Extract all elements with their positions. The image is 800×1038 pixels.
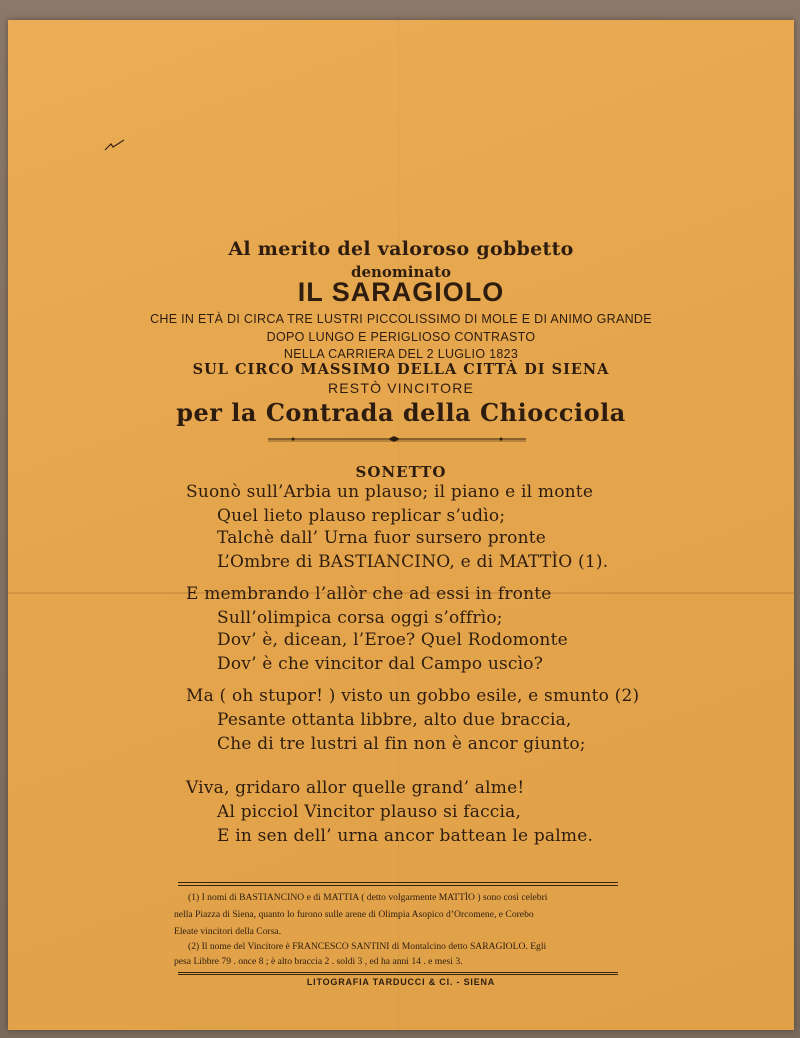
verse-line: Ma ( oh stupor! ) visto un gobbo esile, e smunto (2)	[186, 686, 640, 706]
dedication-line: Al merito del valoroso gobbetto	[228, 238, 574, 260]
footnote-line: (1) I nomi di BASTIANCINO e di MATTIA ( detto volgarmente MATTÌO ) sono così celebri	[188, 892, 548, 903]
caption-line-2: DOPO LUNGO E PERIGLIOSO CONTRASTO	[266, 330, 536, 344]
divider-rule	[178, 972, 618, 973]
divider-rule	[178, 885, 618, 886]
hero-name: IL SARAGIOLO	[297, 277, 505, 307]
verse-line: Dov’ è, dicean, l’Eroe? Quel Rodomonte	[217, 630, 568, 650]
verse-line: L’Ombre di BASTIANCINO, e di MATTÌO (1).	[217, 552, 609, 572]
caption-line-1: CHE IN ETÀ DI CIRCA TRE LUSTRI PICCOLISSIMO DI MOLE E DI ANIMO GRANDE	[150, 312, 652, 326]
poster-sheet	[8, 20, 794, 1030]
printer-imprint: LITOGRAFIA TARDUCCI & CI. - SIENA	[306, 977, 496, 987]
verse-line: Sull’olimpica corsa oggi s’offrìo;	[217, 608, 503, 628]
pen-mark-icon	[104, 138, 126, 152]
divider-rule	[178, 882, 618, 883]
verse-line: E in sen dell’ urna ancor battean le palme.	[217, 826, 594, 846]
denominato-line: denominato	[350, 263, 452, 281]
footnote-line: pesa Libbre 79 . once 8 ; è alto braccia 2 . soldi 3 , ed ha anni 14 . e mesi 3.	[174, 956, 463, 967]
footnote-line: Eleate vincitori della Corsa.	[174, 926, 282, 937]
contrada-line: per la Contrada della Chiocciola	[176, 398, 626, 427]
verse-line: Suonò sull’Arbia un plauso; il piano e il monte	[186, 482, 594, 502]
footnote-line: (2) Il nome del Vincitore è FRANCESCO SANTINI di Montalcino detto SARAGIOLO. Egli	[188, 941, 547, 952]
verse-line: Che di tre lustri al fin non è ancor giunto;	[217, 734, 586, 754]
verse-line: Quel lieto plauso replicar s’udìo;	[217, 506, 506, 526]
circo-line: SUL CIRCO MASSIMO DELLA CITTÀ DI SIENA	[192, 361, 610, 378]
verse-line: Talchè dall’ Urna fuor sursero pronte	[217, 528, 547, 548]
verse-line: E membrando l’allòr che ad essi in fronte	[186, 584, 552, 604]
divider-rule	[178, 974, 618, 975]
verse-line: Al picciol Vincitor plauso si faccia,	[217, 802, 522, 822]
ornament-divider-icon	[268, 434, 526, 444]
caption-line-3: NELLA CARRIERA DEL 2 LUGLIO 1823	[283, 347, 519, 361]
resto-line: RESTÒ VINCITORE	[327, 380, 475, 396]
verse-line: Dov’ è che vincitor dal Campo uscìo?	[217, 654, 544, 674]
footnote-line: nella Piazza di Siena, quanto lo furono sulle arene di Olimpia Asopico d’Orcomene, e Corebo	[174, 909, 534, 920]
verse-line: Pesante ottanta libbre, alto due braccia,	[217, 710, 572, 730]
sonnet-title: SONETTO	[355, 463, 447, 481]
verse-line: Viva, gridaro allor quelle grand’ alme!	[186, 778, 525, 798]
